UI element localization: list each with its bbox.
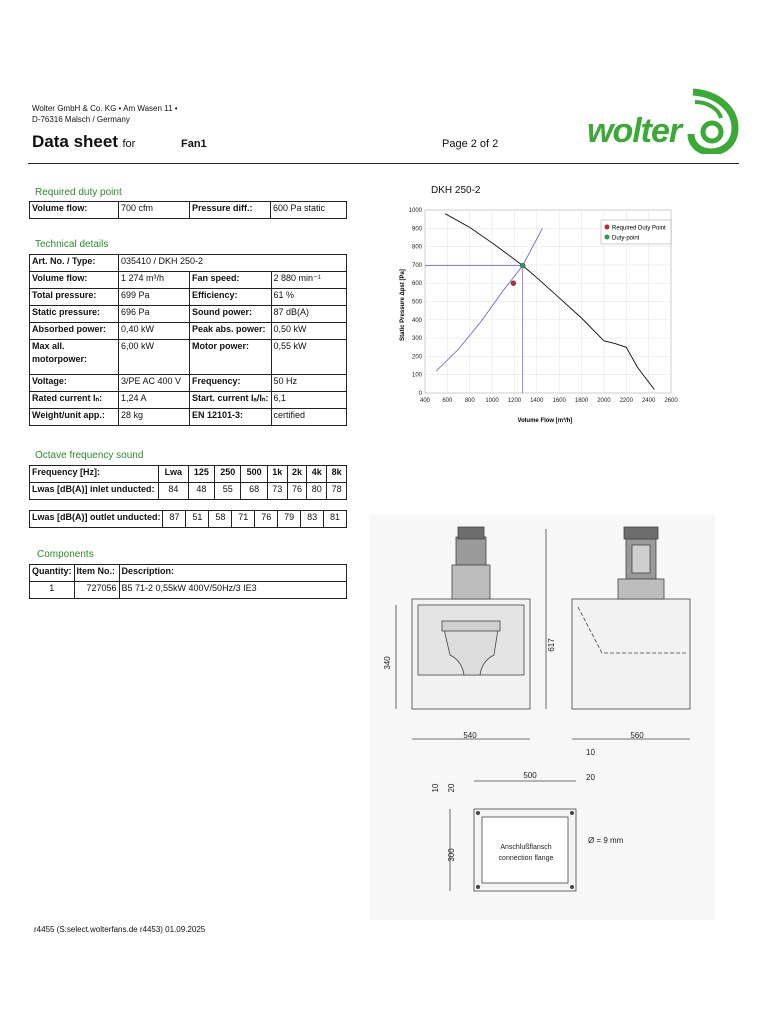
tech-label: Frequency: [190, 375, 272, 392]
x-tick-label: 600 [442, 398, 453, 404]
y-tick-label: 900 [411, 226, 422, 233]
tech-value: 1 274 m³/h [119, 272, 190, 289]
tech-label: Absorbed power: [30, 323, 119, 340]
component-qty: 1 [30, 582, 75, 599]
tech-label-multiline [30, 340, 119, 375]
page-title-text: Data sheet [32, 132, 118, 151]
tech-value: 3/PE AC 400 V [119, 375, 190, 392]
page-title [32, 132, 135, 152]
product-name: Fan1 [181, 138, 207, 150]
duty-volume-label: Volume flow: [30, 202, 119, 219]
tech-table [29, 254, 347, 426]
octave-heading: Octave frequency sound [35, 450, 144, 461]
table-row [30, 582, 347, 599]
flange-label-de: Anschlußflansch [500, 844, 552, 851]
octave-freq-table [29, 465, 347, 500]
tech-label: Voltage: [30, 375, 119, 392]
table-row [30, 340, 347, 375]
table-row [30, 466, 347, 483]
octave-lwa-header: Lwa [159, 466, 189, 483]
components-table [29, 564, 347, 599]
tech-label: EN 12101-3: [190, 409, 272, 426]
table-row [30, 511, 347, 528]
dim-label-500: 500 [523, 771, 537, 780]
octave-outlet-value: 83 [301, 511, 324, 528]
tech-label: Peak abs. power: [190, 323, 272, 340]
octave-freq: 2k [287, 466, 307, 483]
octave-freq: 500 [241, 466, 267, 483]
tech-label: Start. current Iₐ/Iₙ: [190, 392, 272, 409]
octave-outlet-label: Lwas [dB(A)] outlet unducted: [30, 511, 163, 528]
terminal-box [632, 545, 650, 573]
octave-outlet-value: 51 [186, 511, 209, 528]
tech-label: Efficiency: [190, 289, 272, 306]
dim-label-20a: 20 [586, 773, 595, 782]
table-row [30, 255, 347, 272]
dim-label-540: 540 [463, 731, 477, 740]
octave-freq: 125 [188, 466, 214, 483]
dim-label-617: 617 [547, 638, 556, 652]
table-row [30, 392, 347, 409]
duty-pressure-value: 600 Pa static [271, 202, 347, 219]
tech-value: 0,50 kW [271, 323, 347, 340]
dim-label-300: 300 [447, 848, 456, 862]
octave-freq-label: Frequency [Hz]: [30, 466, 159, 483]
octave-inlet-value: 78 [327, 483, 347, 500]
company-address-line1: Wolter GmbH & Co. KG • Am Wasen 11 • [32, 104, 178, 113]
col-quantity: Quantity: [30, 565, 75, 582]
dim-label-10b: 10 [431, 783, 440, 793]
tech-value: 6,00 kW [119, 340, 190, 375]
table-row [30, 272, 347, 289]
x-tick-label: 2600 [664, 398, 678, 404]
tech-value: 6,1 [271, 392, 347, 409]
tech-label: motorpower: [32, 354, 87, 364]
wolter-logo [585, 88, 745, 158]
legend-label-duty: Duty-point [612, 235, 640, 242]
octave-inlet-label: Lwas [dB(A)] inlet unducted: [30, 483, 159, 500]
col-item-no: Item No.: [74, 565, 119, 582]
tech-heading: Technical details [35, 239, 109, 250]
tech-label: Weight/unit app.: [30, 409, 119, 426]
tech-label: Sound power: [190, 306, 272, 323]
motor-left [456, 537, 486, 565]
tech-value: 2 880 min⁻¹ [271, 272, 347, 289]
tech-value: 87 dB(A) [271, 306, 347, 323]
logo-fan-icon [685, 88, 741, 154]
x-tick-label: 400 [419, 398, 431, 404]
tech-label: Fan speed: [190, 272, 272, 289]
side-view-housing [572, 599, 690, 709]
chart-y-ticks [409, 208, 423, 397]
table-row [30, 565, 347, 582]
y-tick-label: 100 [411, 372, 422, 379]
col-description: Description: [119, 565, 347, 582]
chart-y-axis-label: Static Pressure Δpst [Pa] [400, 269, 406, 341]
chart-x-axis-label: Volume Flow [m³/h] [517, 418, 573, 424]
tech-value: 699 Pa [119, 289, 190, 306]
hole-diameter-label: Ø = 9 mm [588, 836, 624, 845]
table-row [30, 289, 347, 306]
x-tick-label: 1600 [552, 398, 566, 404]
y-tick-label: 600 [411, 281, 422, 288]
dim-label-10a: 10 [586, 748, 595, 757]
octave-outlet-total: 87 [163, 511, 186, 528]
page-number: Page 2 of 2 [442, 138, 499, 150]
legend-label-required: Required Duty Point [612, 225, 666, 232]
tech-value: 1,24 A [119, 392, 190, 409]
octave-inlet-value: 55 [215, 483, 241, 500]
tech-label: Rated current Iₙ: [30, 392, 119, 409]
y-tick-label: 800 [411, 244, 422, 251]
duty-pressure-label: Pressure diff.: [190, 202, 271, 219]
dim-label-560: 560 [630, 731, 644, 740]
x-tick-label: 2400 [641, 398, 656, 404]
flange-label-en: connection flange [498, 855, 554, 862]
dim-label-340: 340 [383, 656, 392, 670]
tech-label: Max all. [32, 341, 65, 351]
page-title-for: for [122, 138, 136, 150]
octave-outlet-value: 79 [278, 511, 301, 528]
octave-outlet-value: 58 [209, 511, 232, 528]
legend-marker-duty [605, 235, 610, 240]
component-item: 727056 [74, 582, 119, 599]
legend-marker-required [605, 225, 610, 230]
octave-outlet-table [29, 510, 347, 528]
octave-freq: 1k [267, 466, 287, 483]
chart-legend [601, 220, 671, 244]
y-tick-label: 700 [411, 262, 422, 269]
x-tick-label: 1400 [530, 398, 544, 404]
x-tick-label: 2000 [597, 398, 611, 404]
tech-label: Volume flow: [30, 272, 119, 289]
chart-point-marker [520, 263, 525, 268]
logo-wordmark: wolter [587, 112, 682, 150]
tech-label: Motor power: [190, 340, 272, 375]
table-row [30, 306, 347, 323]
octave-outlet-value: 81 [324, 511, 347, 528]
octave-outlet-value: 76 [255, 511, 278, 528]
y-tick-label: 400 [411, 317, 422, 324]
y-tick-label: 200 [411, 354, 422, 361]
tech-label: Total pressure: [30, 289, 119, 306]
octave-inlet-value: 76 [287, 483, 307, 500]
motor-cap-right [624, 527, 658, 539]
duty-heading: Required duty point [35, 187, 122, 198]
tech-value: 0,40 kW [119, 323, 190, 340]
y-tick-label: 1000 [408, 208, 422, 214]
tech-value: 696 Pa [119, 306, 190, 323]
y-tick-label: 0 [418, 391, 422, 397]
chart-point-marker [511, 281, 516, 286]
table-row [30, 409, 347, 426]
company-address-line2: D-76316 Malsch / Germany [32, 115, 130, 124]
octave-freq: 4k [307, 466, 327, 483]
dim-label-20b: 20 [447, 783, 456, 793]
component-desc: B5 71-2 0,55kW 400V/50Hz/3 IE3 [119, 582, 347, 599]
motor-base-right [618, 579, 664, 599]
fan-curve-chart [395, 200, 685, 430]
octave-outlet-value: 71 [232, 511, 255, 528]
octave-freq: 8k [327, 466, 347, 483]
x-tick-label: 1000 [485, 398, 499, 404]
table-row [30, 483, 347, 500]
tech-value: 0,55 kW [271, 340, 347, 375]
tech-value: 035410 / DKH 250-2 [119, 255, 347, 272]
chart-title: DKH 250-2 [431, 185, 481, 196]
x-tick-label: 1800 [574, 398, 589, 404]
header-rule [28, 163, 739, 164]
tech-value: 28 kg [119, 409, 190, 426]
tech-label: Static pressure: [30, 306, 119, 323]
y-tick-label: 500 [411, 299, 422, 306]
flange-hole [476, 885, 480, 889]
x-tick-label: 1200 [507, 398, 522, 404]
octave-inlet-value: 73 [267, 483, 287, 500]
octave-inlet-value: 80 [307, 483, 327, 500]
footer-reference: r4455 (S:select.wolterfans.de r4453) 01.09.2025 [34, 925, 206, 934]
table-row [30, 375, 347, 392]
octave-inlet-total: 84 [159, 483, 189, 500]
octave-inlet-value: 48 [188, 483, 214, 500]
octave-inlet-value: 68 [241, 483, 267, 500]
impeller-top [442, 621, 500, 631]
flange-hole [570, 811, 574, 815]
dimension-drawing [370, 515, 715, 920]
motor-base-left [452, 565, 490, 599]
x-tick-label: 2200 [619, 398, 633, 404]
tech-value: 50 Hz [271, 375, 347, 392]
octave-freq: 250 [215, 466, 241, 483]
tech-value: certified [271, 409, 347, 426]
flange-hole [476, 811, 480, 815]
duty-table [29, 201, 347, 219]
flange-hole [570, 885, 574, 889]
components-heading: Components [37, 549, 94, 560]
tech-value: 61 % [271, 289, 347, 306]
y-tick-label: 300 [411, 336, 422, 343]
motor-cap-left [458, 527, 484, 539]
table-row [30, 323, 347, 340]
duty-volume-value: 700 cfm [119, 202, 190, 219]
x-tick-label: 800 [464, 398, 475, 404]
chart-x-ticks [420, 398, 678, 404]
tech-label: Art. No. / Type: [30, 255, 119, 272]
